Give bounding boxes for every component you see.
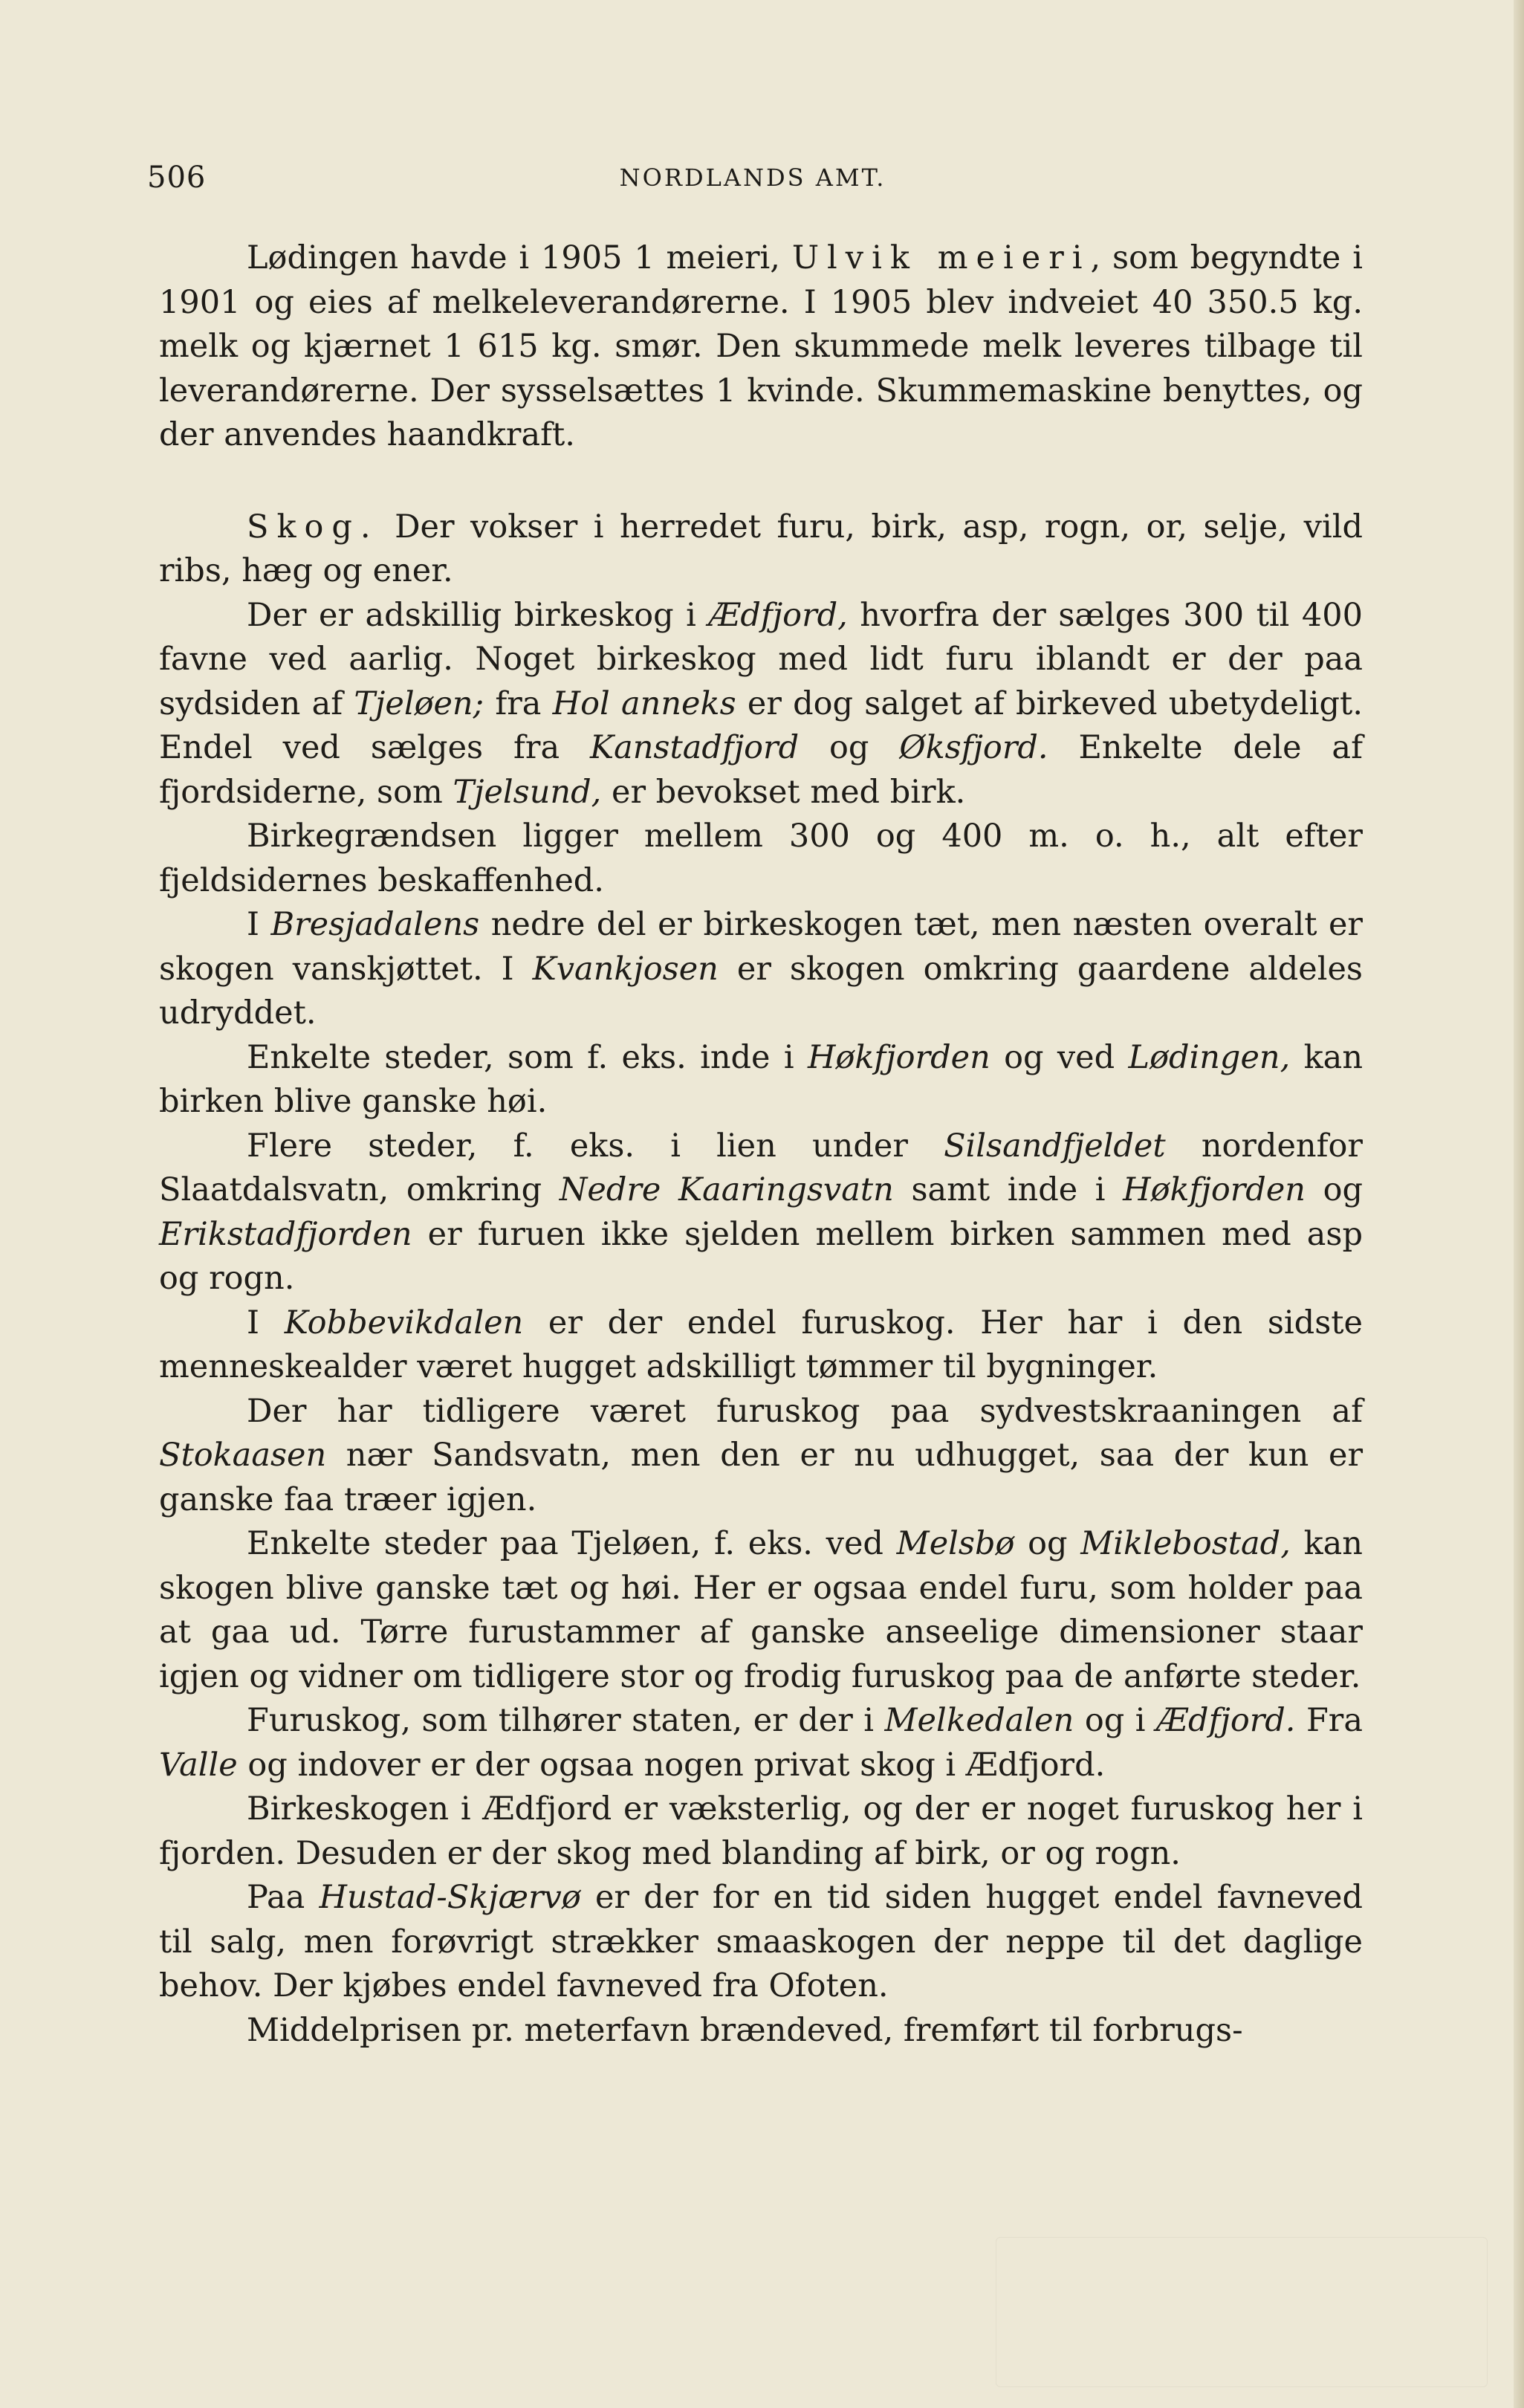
body-text [159, 236, 1363, 2053]
text-run: Der har tidligere været furuskog paa sydvestskraaningen af [247, 1392, 1363, 1430]
place-name: Silsandfjeldet [944, 1127, 1166, 1165]
paragraph-middelprisen [159, 2009, 1363, 2053]
text-run: og [1305, 1171, 1363, 1208]
text-run: er skogen omkring gaardene aldeles udryddet. [159, 950, 1363, 1032]
text-run: fra [484, 684, 553, 722]
text-run: Der er adskillig birkeskog i [247, 596, 709, 634]
text-run: Lødingen havde i 1905 1 meieri, [247, 239, 792, 276]
paragraph-birkeskog [159, 594, 1363, 815]
paragraph-furuskog-staten [159, 1699, 1363, 1787]
text-run: Enkelte dele af fjordsiderne, som [159, 729, 1363, 811]
place-name: Stokaasen [159, 1437, 327, 1474]
text-run: samt inde i [893, 1171, 1123, 1208]
place-name: Kanstadfjord [589, 729, 800, 766]
text-run: og indover er der ogsaa nogen privat skog i Ædfjord. [237, 1746, 1106, 1784]
place-name: Nedre Kaaringsvatn [559, 1171, 894, 1208]
paragraph-stokaasen [159, 1390, 1363, 1523]
place-name: Tjeløen; [354, 684, 484, 722]
place-name: Ædfjord, [708, 596, 848, 634]
text-run: nordenfor Slaatdalsvatn, omkring [159, 1127, 1363, 1208]
paragraph-birkegraendsen [159, 815, 1363, 903]
text-run: Paa [247, 1879, 320, 1916]
place-name: Miklebostad, [1080, 1525, 1291, 1562]
text-run: Enkelte steder paa Tjeløen, f. eks. ved [247, 1525, 897, 1562]
place-name: Tjelsund, [453, 773, 602, 811]
paragraph-hustad [159, 1876, 1363, 2009]
text-run: I [247, 906, 271, 943]
place-name: Kobbevikdalen [284, 1304, 524, 1341]
page-header [147, 161, 1358, 198]
place-name: Hol anneks [552, 684, 736, 722]
text-run: og [799, 729, 900, 766]
page-edge [1514, 0, 1524, 2408]
text-run: er der endel furuskog. Her har i den sidste menneskealder været hugget adskilligt tømmer til bygninger. [159, 1304, 1363, 1385]
text-run: er bevokset med birk. [601, 773, 966, 811]
paragraph-enkelte-steder [159, 1036, 1363, 1124]
place-name: Erikstadfjorden [159, 1215, 412, 1253]
paragraph-flere-steder [159, 1124, 1363, 1301]
place-name: Bresjadalens [270, 906, 480, 943]
paragraph-bresjadalen [159, 903, 1363, 1036]
text-run: Birkegrændsen ligger mellem 300 og 400 m. o. h., alt efter fjeldsidernes beskaffenhed. [159, 818, 1363, 899]
place-name: Melsbø [896, 1525, 1015, 1562]
text-run: og [1014, 1525, 1081, 1562]
text-run: I [247, 1304, 285, 1341]
text-run: hvorfra der sælges 300 til 400 favne ved aarlig. Noget birkeskog med lidt furu iblandt er der paa sydsiden af [159, 596, 1363, 722]
text-run: Birkeskogen i Ædfjord er væksterlig, og der er noget furuskog her i fjorden. Desuden er der skog med blanding af birk, or og rogn. [159, 1790, 1363, 1872]
place-name: Valle [159, 1746, 238, 1784]
text-run: Enkelte steder, som f. eks. inde i [247, 1038, 808, 1076]
paragraph-meieri [159, 236, 1363, 458]
spaced-term: Ulvik meieri [791, 239, 1091, 276]
text-run: og ved [990, 1038, 1129, 1076]
paragraph-skog [159, 505, 1363, 594]
place-name: Høkfjorden [1123, 1171, 1306, 1208]
running-title: NORDLANDS AMT. [619, 164, 886, 192]
place-name: Melkedalen [884, 1702, 1074, 1739]
text-run: Der vokser i herredet furu, birk, asp, rogn, or, selje, vild ribs, hæg og ener. [159, 508, 1363, 589]
page-number: 506 [147, 161, 207, 195]
place-name: Kvankjosen [532, 950, 719, 988]
place-name: Hustad-Skjærvø [319, 1879, 581, 1916]
text-run: Furuskog, som tilhører staten, er der i [247, 1702, 885, 1739]
text-run: , som begyndte i 1901 og eies af melkeleverandørerne. I 1905 blev indveiet 40 350.5 kg. melk og kjærnet 1 615 kg. smør. Den skummede melk leveres tilbage til leverandørerne. Der sysselsættes 1 kvinde. Skummemaskine benyttes, og der anvendes haandkraft. [159, 239, 1363, 453]
place-name: Lødingen, [1128, 1038, 1291, 1076]
text-run: er furuen ikke sjelden mellem birken sammen med asp og rogn. [159, 1215, 1363, 1297]
text-run: kan skogen blive ganske tæt og høi. Her er ogsaa endel furu, som holder paa at gaa ud. Tørre furustammer af ganske anseelige dimensioner staar igjen og vidner om tidligere stor og frodig furuskog paa de anførte steder. [159, 1525, 1363, 1695]
text-run: Middelprisen pr. meterfavn brændeved, fremført til forbrugs- [247, 2011, 1243, 2049]
text-run: og i [1074, 1702, 1157, 1739]
text-run: er dog salget af birkeved ubetydeligt. Endel ved sælges fra [159, 684, 1363, 766]
text-run: nedre del er birkeskogen tæt, men næsten overalt er skogen vanskjøttet. I [159, 906, 1363, 988]
paragraph-aedfjord [159, 1787, 1363, 1876]
text-run: er der for en tid siden hugget endel favneved til salg, men forøvrigt strækker smaaskogen der neppe til det daglige behov. Der kjøbes endel favneved fra Ofoten. [159, 1879, 1364, 2004]
place-name: Ædfjord. [1156, 1702, 1296, 1739]
paper-mark [996, 2237, 1488, 2387]
text-run: nær Sandsvatn, men den er nu udhugget, saa der kun er ganske faa træer igjen. [159, 1437, 1363, 1518]
paragraph-tjeloen [159, 1522, 1363, 1699]
text-run: Fra [1295, 1702, 1363, 1739]
text-run: kan birken blive ganske høi. [159, 1038, 1364, 1120]
text-run: Flere steder, f. eks. i lien under [247, 1127, 944, 1165]
place-name: Høkfjorden [807, 1038, 990, 1076]
place-name: Øksfjord. [899, 729, 1048, 766]
paragraph-kobbevikdalen [159, 1301, 1363, 1390]
section-heading: Skog. [247, 508, 379, 546]
